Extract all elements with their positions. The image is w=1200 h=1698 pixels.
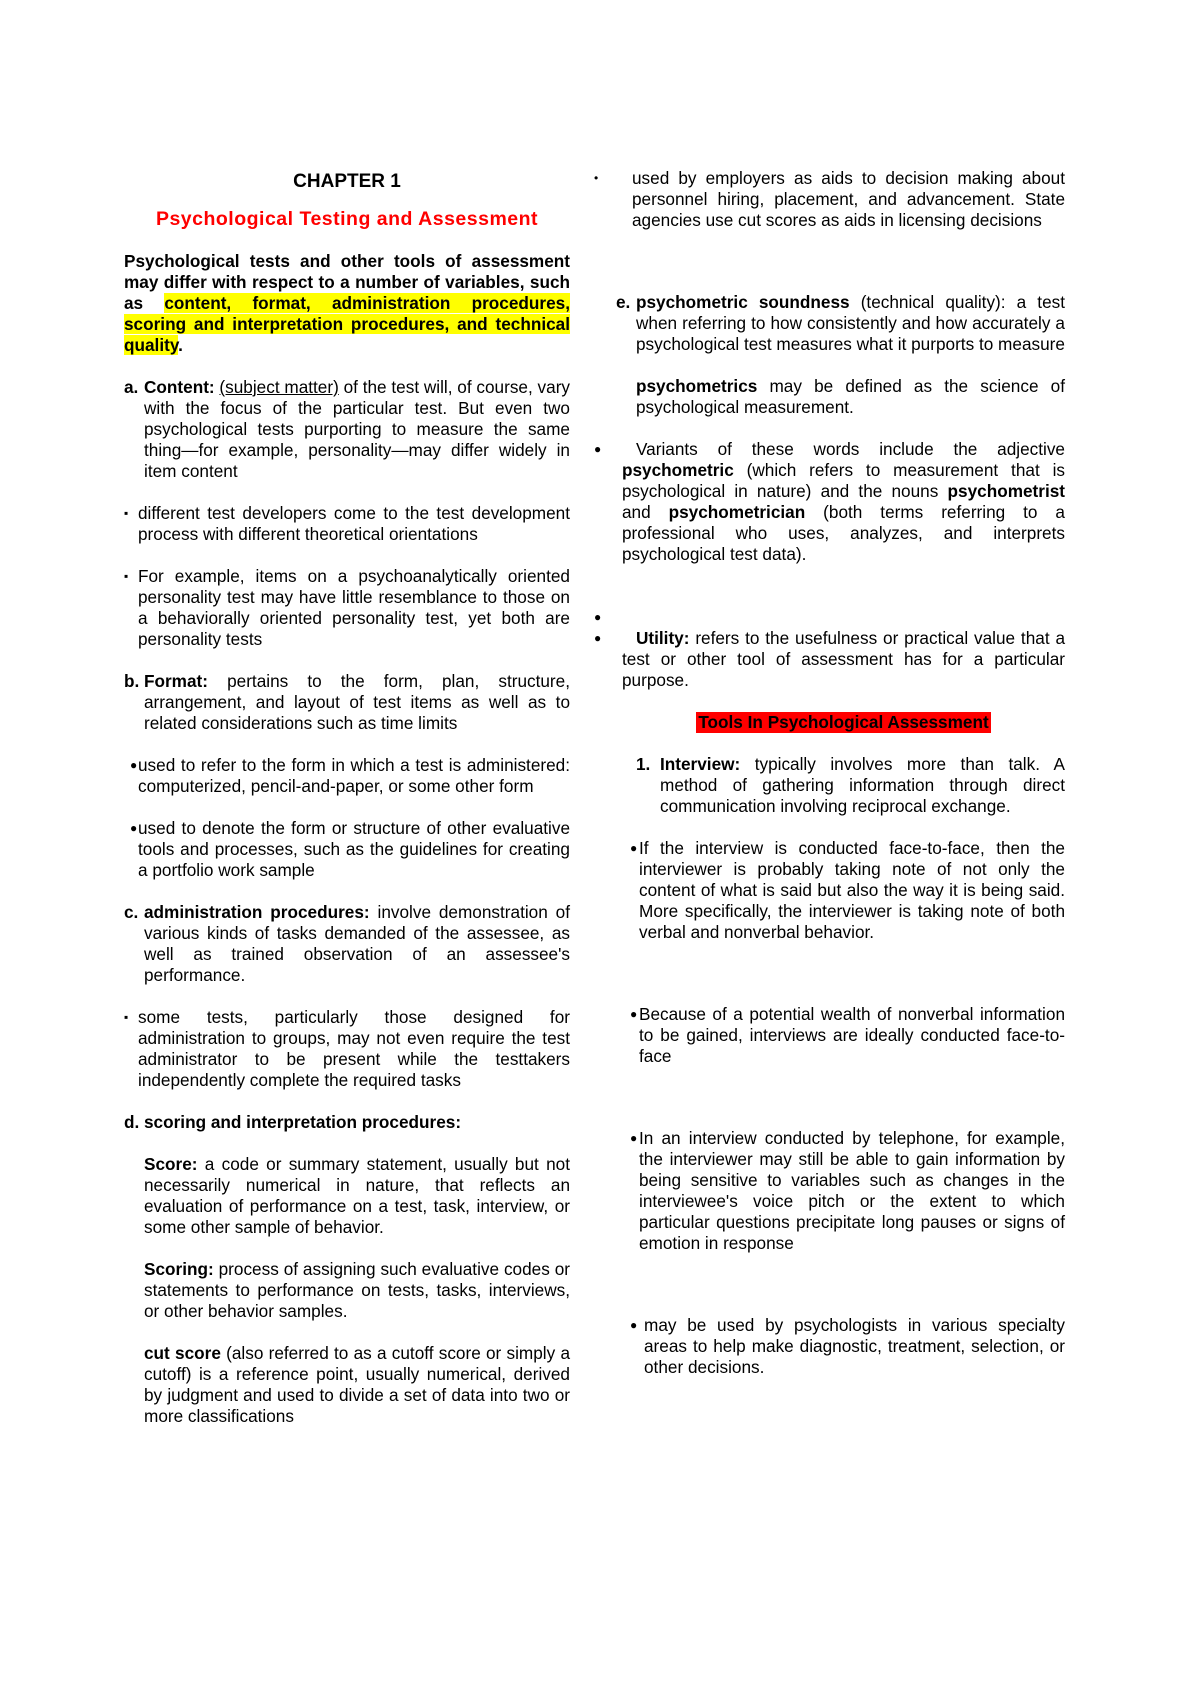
list-item: ● may be used by psychologists in various specialty areas to help make diagnostic, treatment, selection, or other decisions. xyxy=(630,1315,1065,1377)
bullet-icon: ▪ xyxy=(124,569,129,583)
term-psychometric-soundness: psychometric soundness xyxy=(636,292,850,312)
tools-heading: Tools In Psychological Assessment xyxy=(698,712,989,732)
bullet-icon: ● xyxy=(630,841,638,855)
left-column xyxy=(124,163,570,1427)
bullet-icon: ● xyxy=(630,1131,638,1145)
list-item: ▪ For example, items on a psychoanalytically oriented personality test may have little resemblance to those on a behaviorally oriented personality test, yet both are personality tests xyxy=(124,566,570,649)
list-item: ▪ some tests, particularly those designed for administration to groups, may not even require the test administrator to be present while the testtakers independently complete the required tasks xyxy=(124,1007,570,1090)
list-item: ● used to refer to the form in which a test is administered: computerized, pencil-and-paper, or some other form xyxy=(130,755,570,796)
bullet-icon: ● xyxy=(130,758,138,772)
list-item: ▪ different test developers come to the test development process with different theoretical orientations xyxy=(124,503,570,544)
section-e-psychometric-soundness: e. psychometric soundness (technical quality): a test when referring to how consistently and how accurately a psychological test measures what it purports to measure xyxy=(616,292,1065,354)
bullet-icon: ● xyxy=(594,631,602,645)
bullet-icon: ● xyxy=(594,442,602,456)
list-item: ● xyxy=(594,610,602,624)
score-definition: Score: a code or summary statement, usually but not necessarily numerical in nature, that reflects an evaluation of performance on a test, task, interview, or some other sample of behavior. xyxy=(144,1154,570,1237)
bullet-icon: • xyxy=(594,171,599,185)
term-interview: Interview: xyxy=(660,754,741,774)
psychometrics-definition: psychometrics may be defined as the science of psychological measurement. xyxy=(636,376,1065,417)
bullet-icon: ● xyxy=(630,1007,638,1021)
right-column xyxy=(594,168,1065,1378)
chapter-subtitle: Psychological Testing and Assessment xyxy=(155,208,539,230)
intro-paragraph: Psychological tests and other tools of assessment may differ with respect to a number of variables, such as content, format, administration procedures, scoring and interpretation procedures, and technical quality. xyxy=(124,251,570,355)
list-item: ● If the interview is conducted face-to-face, then the interviewer is probably taking note of not only the content of what is said but also the way it is being said. More specifically, the interviewer is taking note of both verbal and nonverbal behavior. xyxy=(630,838,1065,942)
section-a-content: a. Content: (subject matter) of the test will, of course, vary with the focus of the particular test. But even two psychological tests purporting to measure the same thing—for example, personality—may differ widely in item content xyxy=(124,377,571,481)
term-utility: Utility: xyxy=(636,628,690,648)
term-format: Format: xyxy=(144,671,208,691)
bullet-icon: ● xyxy=(630,1318,638,1332)
term-content: Content: xyxy=(144,377,215,397)
list-item: ● Utility: refers to the usefulness or practical value that a test or other tool of assessment has for a particular purpose. xyxy=(594,628,1065,690)
term-administration: administration procedures: xyxy=(144,902,370,922)
section-c-administration: c. administration procedures: involve demonstration of various kinds of tasks demanded of the assessee, as well as trained observation of an assessee's performance. xyxy=(124,902,570,985)
highlighted-variables: content, format, administration procedures, scoring and interpretation procedures, and technical quality xyxy=(124,293,570,355)
bullet-icon: ● xyxy=(130,821,138,835)
section-interview: 1. Interview: typically involves more than talk. A method of gathering information through direct communication involving reciprocal exchange. xyxy=(636,754,1065,816)
tools-heading-row xyxy=(594,712,1065,733)
list-item: ● In an interview conducted by telephone, for example, the interviewer may still be able to gain information by being sensitive to variables such as changes in the interviewee's voice pitch or the extent to which particular questions precipitate long pauses or signs of emotion in response xyxy=(630,1128,1065,1253)
list-item: • used by employers as aids to decision making about personnel hiring, placement, and advancement. State agencies use cut scores as aids in licensing decisions xyxy=(594,168,1065,230)
list-item: ● Because of a potential wealth of nonverbal information to be gained, interviews are ideally conducted face-to-face xyxy=(630,1004,1065,1066)
section-b-format: b. Format: pertains to the form, plan, structure, arrangement, and layout of test items as well as to related considerations such as time limits xyxy=(124,671,570,733)
subject-matter: (subject matter) xyxy=(219,377,339,397)
bullet-icon: ▪ xyxy=(124,506,129,520)
scoring-definition: Scoring: process of assigning such evaluative codes or statements to performance on tests, tasks, interviews, or other behavior samples. xyxy=(144,1259,570,1321)
bullet-icon: ▪ xyxy=(124,1010,129,1024)
chapter-title: CHAPTER 1 xyxy=(293,171,401,192)
list-item: ● Variants of these words include the adjective psychometric (which refers to measurement that is psychological in nature) and the nouns psychometrist and psychometrician (both terms referring to a professional who uses, analyzes, and interprets psychological test data). xyxy=(594,439,1065,564)
list-item: ● used to denote the form or structure of other evaluative tools and processes, such as the guidelines for creating a portfolio work sample xyxy=(130,818,570,880)
cut-score-definition: cut score (also referred to as a cutoff score or simply a cutoff) is a reference point, usually numerical, derived by judgment and used to divide a set of data into two or more classifications xyxy=(144,1343,571,1426)
term-scoring-interpretation: scoring and interpretation procedures: xyxy=(144,1112,462,1132)
section-d-scoring: d. scoring and interpretation procedures: xyxy=(124,1112,570,1133)
